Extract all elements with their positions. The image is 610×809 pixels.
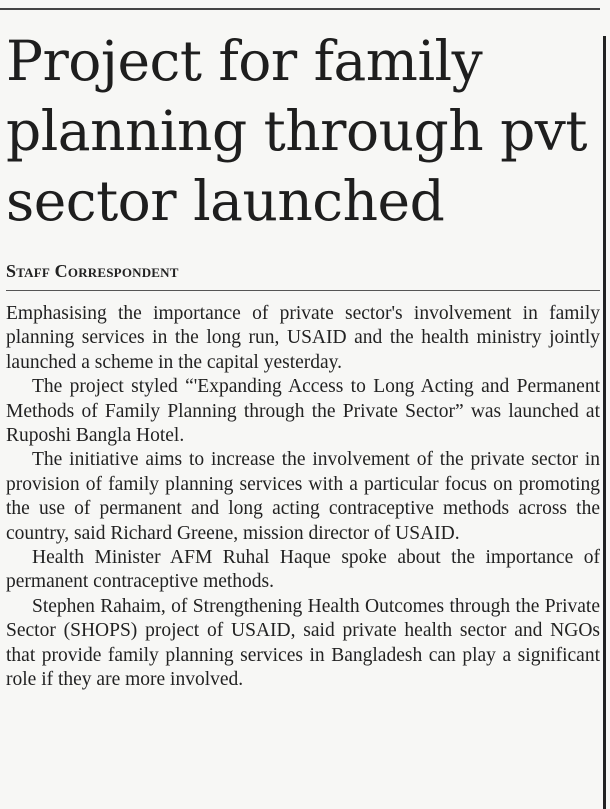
byline-divider (6, 290, 600, 291)
top-rule (0, 8, 600, 10)
paragraph-1: Emphasising the importance of private sector's involvement in family planning services in the long run, USAID and the health ministry jointly launched a scheme in the capital yesterday. (6, 303, 600, 373)
paragraph-4: Health Minister AFM Ruhal Haque spoke about the importance of permanent contraceptive methods. (6, 547, 600, 593)
paragraph-3: The initiative aims to increase the involvement of the private sector in provision of family planning services with a particular focus on promoting the use of permanent and long acting contraceptive methods across the country, said Richard Greene, mission director of USAID. (6, 449, 600, 544)
byline: Staff Correspondent (6, 261, 179, 281)
article-body (6, 302, 600, 693)
paragraph-2: The project styled “'Expanding Access to Long Acting and Permanent Methods of Family Planning through the Private Sector” was launched at Ruposhi Bangla Hotel. (6, 376, 600, 447)
headline: Project for family planning through pvt sector launched (6, 29, 587, 233)
column-rule (603, 36, 606, 809)
paragraph-5: Stephen Rahaim, of Strengthening Health Outcomes through the Private Sector (SHOPS) project of USAID, said private health sector and NGOs that provide family planning services in Bangladesh can play a significant role if they are more involved. (6, 595, 600, 691)
